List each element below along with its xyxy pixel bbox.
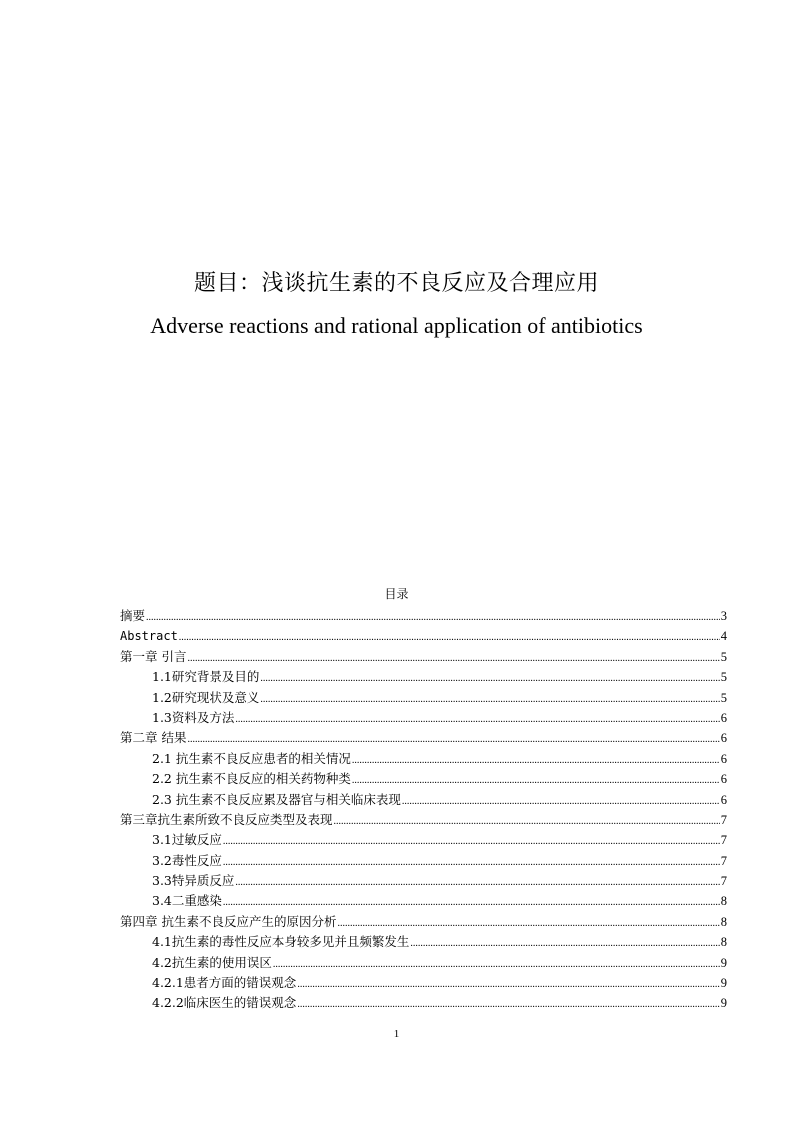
toc-entry-page: 7 xyxy=(720,853,727,868)
toc-entry-page: 7 xyxy=(720,812,727,827)
toc-entry-page: 5 xyxy=(720,670,727,685)
toc-entry-title: 3.3特异质反应 xyxy=(152,873,235,889)
toc-leader-dots xyxy=(260,669,719,689)
toc-leader-dots xyxy=(334,812,720,832)
toc-entry[interactable] xyxy=(120,688,727,708)
toc-entry-title: 第四章 抗生素不良反应产生的原因分析 xyxy=(120,913,337,929)
toc-leader-dots xyxy=(235,873,719,893)
toc-entry-title: 4.1抗生素的毒性反应本身较多见并且频繁发生 xyxy=(152,934,410,950)
toc-entry-page: 9 xyxy=(720,996,727,1011)
toc-heading: 目录 xyxy=(384,587,409,601)
toc-entry-page: 9 xyxy=(720,976,727,991)
toc-entry-page: 6 xyxy=(720,751,727,766)
toc-entry-page: 3 xyxy=(720,609,727,623)
toc-entry[interactable] xyxy=(120,606,727,626)
toc-entry-page: 7 xyxy=(720,833,727,848)
toc-entry-page: 9 xyxy=(720,955,727,970)
toc-entry-title: 4.2.2临床医生的错误观念 xyxy=(152,995,297,1011)
document-title-chinese: 题目：浅谈抗生素的不良反应及合理应用 xyxy=(193,271,599,296)
toc-leader-dots xyxy=(223,893,720,913)
toc-entry[interactable] xyxy=(120,749,727,769)
toc-entry-page: 8 xyxy=(720,935,727,950)
toc-entry-title: 1.1研究背景及目的 xyxy=(152,669,260,685)
toc-leader-dots xyxy=(179,628,720,648)
toc-entry[interactable] xyxy=(120,953,727,973)
toc-entry-page: 6 xyxy=(720,710,727,725)
toc-entry[interactable] xyxy=(120,647,727,667)
toc-entry[interactable] xyxy=(120,871,727,891)
toc-leader-dots xyxy=(260,690,719,710)
toc-leader-dots xyxy=(146,608,720,628)
toc-entry-title: 摘要 xyxy=(120,608,146,623)
toc-leader-dots xyxy=(187,730,719,750)
toc-entry-title: 3.4二重感染 xyxy=(152,893,222,909)
toc-leader-dots xyxy=(235,710,719,730)
toc-entry[interactable] xyxy=(120,667,727,687)
toc-entry-page: 7 xyxy=(720,874,727,889)
toc-entry[interactable] xyxy=(120,708,727,728)
toc-entry[interactable] xyxy=(120,626,727,646)
toc-entry-title: Abstract xyxy=(120,629,178,644)
toc-entry[interactable] xyxy=(120,790,727,810)
toc-leader-dots xyxy=(352,771,720,791)
toc-entry-title: 1.2研究现状及意义 xyxy=(152,689,260,705)
toc-entry-title: 4.2抗生素的使用误区 xyxy=(152,954,272,970)
toc-entry-page: 6 xyxy=(720,731,727,746)
toc-entry-title: 2.3 抗生素不良反应累及器官与相关临床表现 xyxy=(152,791,401,807)
toc-entry[interactable] xyxy=(120,769,727,789)
toc-entry-title: 第一章 引言 xyxy=(120,648,187,664)
toc-leader-dots xyxy=(223,853,720,873)
toc-entry[interactable] xyxy=(120,728,727,748)
toc-entry[interactable] xyxy=(120,810,727,830)
toc-leader-dots xyxy=(352,751,720,771)
toc-entry[interactable] xyxy=(120,932,727,952)
toc-entry-title: 3.1过敏反应 xyxy=(152,832,222,848)
toc-leader-dots xyxy=(223,832,720,852)
toc-entry-page: 5 xyxy=(720,649,727,664)
toc-entry-page: 6 xyxy=(720,772,727,787)
toc-leader-dots xyxy=(337,914,719,934)
toc-leader-dots xyxy=(297,995,719,1015)
toc-entry[interactable] xyxy=(120,851,727,871)
toc-entry[interactable] xyxy=(120,912,727,932)
toc-entry-page: 6 xyxy=(720,792,727,807)
toc-entry[interactable] xyxy=(120,891,727,911)
toc-entry-title: 第二章 结果 xyxy=(120,730,187,746)
toc-entry-title: 第三章抗生素所致不良反应类型及表现 xyxy=(120,811,333,827)
toc-entry[interactable] xyxy=(120,973,727,993)
toc-leader-dots xyxy=(410,934,719,954)
toc-leader-dots xyxy=(273,955,720,975)
toc-entry-title: 2.2 抗生素不良反应的相关药物种类 xyxy=(152,771,351,787)
toc-entry[interactable] xyxy=(120,993,727,1013)
toc-entry-title: 2.1 抗生素不良反应患者的相关情况 xyxy=(152,750,351,766)
toc-leader-dots xyxy=(402,792,720,812)
toc-entry-title: 1.3资料及方法 xyxy=(152,709,235,725)
toc-entry-page: 8 xyxy=(720,914,727,929)
toc-entry-page: 4 xyxy=(720,629,727,644)
toc-leader-dots xyxy=(297,975,719,995)
toc-entry-page: 5 xyxy=(720,690,727,705)
toc-entry-page: 8 xyxy=(720,894,727,909)
toc-entry-title: 3.2毒性反应 xyxy=(152,852,222,868)
document-title-english: Adverse reactions and rational application of antibiotics xyxy=(150,313,643,338)
toc-leader-dots xyxy=(187,649,719,669)
table-of-contents xyxy=(120,606,727,1014)
page-number: 1 xyxy=(393,1028,400,1040)
toc-entry-title: 4.2.1患者方面的错误观念 xyxy=(152,975,297,991)
toc-entry[interactable] xyxy=(120,830,727,850)
